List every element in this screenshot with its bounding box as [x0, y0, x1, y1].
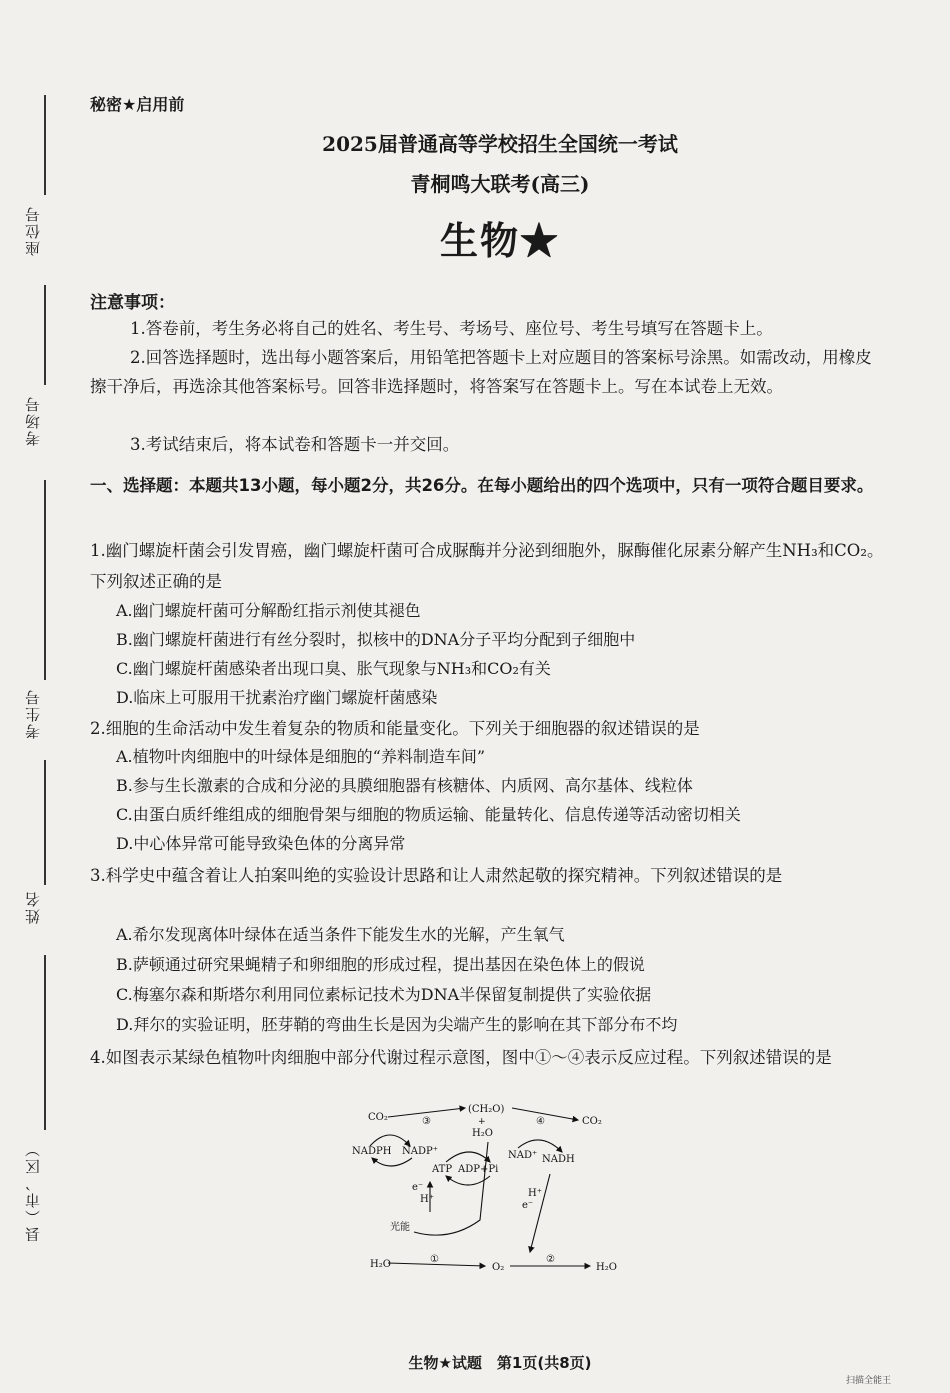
o2-label: O₂: [492, 1262, 505, 1273]
question-3-option-d: D.拜尔的实验证明，胚芽鞘的弯曲生长是因为尖端产生的影响在其下部分布不均: [116, 1015, 678, 1034]
section-heading: 一、选择题：本题共13小题，每小题2分，共26分。在每小题给出的四个选项中，只有一项符合题目要求。: [90, 476, 874, 495]
room-line: [44, 285, 46, 385]
h2o-left-label: H₂O: [370, 1259, 391, 1270]
circle-2-label: ②: [546, 1254, 555, 1265]
e-minus-right: e⁻: [522, 1200, 534, 1211]
nadph-label: NADPH: [352, 1146, 392, 1157]
examinee-label: 考生号: [24, 688, 42, 739]
notice-item-3: 3.考试结束后，将本试卷和答题卡一并交回。: [130, 435, 460, 454]
h-plus-left: H⁺: [420, 1194, 434, 1205]
circle-1-label: ①: [430, 1254, 439, 1265]
question-2-option-a: A.植物叶肉细胞中的叶绿体是细胞的“养料制造车间”: [116, 747, 486, 766]
question-1-option-c: C.幽门螺旋杆菌感染者出现口臭、胀气现象与NH₃和CO₂有关: [116, 659, 551, 678]
circle-4-label: ④: [536, 1116, 545, 1127]
adp-label: ADP+Pi: [458, 1164, 499, 1175]
question-2-option-b: B.参与生长激素的合成和分泌的具膜细胞器有核糖体、内质网、高尔基体、线粒体: [116, 776, 693, 795]
question-2-option-d: D.中心体异常可能导致染色体的分离异常: [116, 834, 406, 853]
page-footer: 生物★试题 第1页(共8页): [408, 1354, 592, 1372]
notice-heading: 注意事项：: [90, 293, 175, 313]
question-1-option-a: A.幽门螺旋杆菌可分解酚红指示剂使其褪色: [116, 601, 421, 620]
question-4-stem: 4.如图表示某绿色植物叶肉细胞中部分代谢过程示意图，图中①～④表示反应过程。下列叙述错误的是: [90, 1048, 832, 1067]
seat-line: [44, 95, 46, 195]
question-3-stem: 3.科学史中蕴含着让人拍案叫绝的实验设计思路和让人肃然起敬的探究精神。下列叙述错误的是: [90, 866, 783, 885]
secret-mark: 秘密★启用前: [90, 95, 185, 114]
exam-subtitle: 青桐鸣大联考(高三): [410, 172, 590, 196]
notice-item-2: 2.回答选择题时，选出每小题答案后，用铅笔把答题卡上对应题目的答案标号涂黑。如需改动，用橡皮擦干净后，再选涂其他答案标号。回答非选择题时，将答案写在答题卡上。写在本试卷上无效。: [90, 348, 872, 396]
examinee-line: [44, 480, 46, 680]
question-2-stem: 2.细胞的生命活动中发生着复杂的物质和能量变化。下列关于细胞器的叙述错误的是: [90, 719, 700, 738]
question-3-option-c: C.梅塞尔森和斯塔尔利用同位素标记技术为DNA半保留复制提供了实验依据: [116, 985, 652, 1004]
question-1-option-b: B.幽门螺旋杆菌进行有丝分裂时，拟核中的DNA分子平均分配到子细胞中: [116, 630, 636, 649]
county-label: 县（市、区）: [24, 1140, 42, 1242]
nadh-label: NADH: [542, 1154, 575, 1165]
h-plus-right: H⁺: [528, 1188, 542, 1199]
plus-sign: +: [478, 1117, 486, 1127]
metabolism-diagram: [350, 1102, 750, 1282]
co2-right-label: CO₂: [582, 1116, 602, 1127]
h2o-top-label: H₂O: [472, 1128, 493, 1139]
room-label: 考场号: [24, 395, 42, 446]
question-3-option-b: B.萨顿通过研究果蝇精子和卵细胞的形成过程，提出基因在染色体上的假说: [116, 955, 645, 974]
nad-label: NAD⁺: [508, 1150, 538, 1161]
question-3-option-a: A.希尔发现离体叶绿体在适当条件下能发生水的光解，产生氧气: [116, 925, 565, 944]
question-1-option-d: D.临床上可服用干扰素治疗幽门螺旋杆菌感染: [116, 688, 438, 707]
subject-title: 生物★: [439, 218, 560, 263]
notice-item-1: 1.答卷前，考生务必将自己的姓名、考生号、考场号、座位号、考生号填写在答题卡上。: [130, 319, 773, 338]
name-label: 姓名: [24, 890, 42, 924]
exam-page: [90, 0, 910, 1393]
county-line: [44, 955, 46, 1130]
co2-left-label: CO₂: [368, 1112, 388, 1123]
exam-title: 2025届普通高等学校招生全国统一考试: [322, 132, 678, 156]
circle-3-label: ③: [422, 1116, 431, 1127]
question-1-stem: 1.幽门螺旋杆菌会引发胃癌，幽门螺旋杆菌可合成脲酶并分泌到细胞外，脲酶催化尿素分解产生NH₃和CO₂。下列叙述正确的是: [90, 541, 884, 591]
name-line: [44, 760, 46, 885]
scanner-watermark: 扫描全能王: [846, 1376, 892, 1386]
atp-label: ATP: [432, 1164, 453, 1175]
light-energy-label: 光能: [390, 1222, 410, 1233]
ch2o-label: (CH₂O): [468, 1104, 505, 1115]
binding-margin: [0, 0, 78, 1393]
h2o-right-label: H₂O: [596, 1262, 617, 1273]
e-minus-left: e⁻: [412, 1182, 424, 1193]
seat-label: 座位号: [24, 205, 42, 256]
question-2-option-c: C.由蛋白质纤维组成的细胞骨架与细胞的物质运输、能量转化、信息传递等活动密切相关: [116, 805, 741, 824]
nadp-label: NADP⁺: [402, 1146, 438, 1157]
